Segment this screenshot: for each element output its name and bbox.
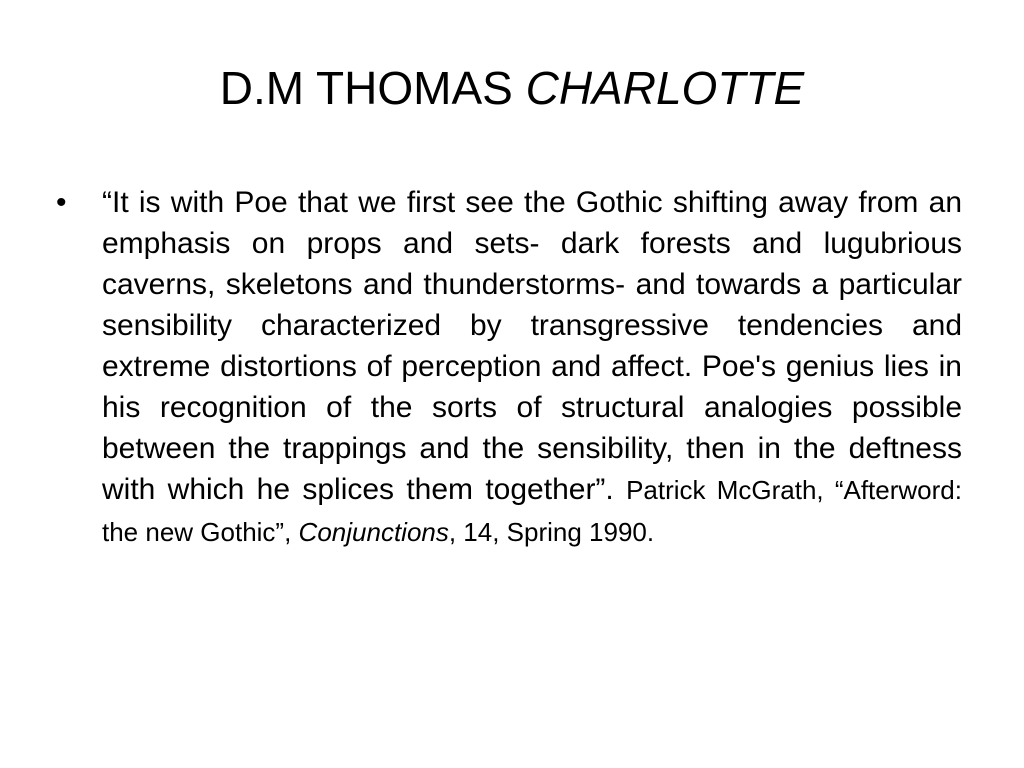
bullet-marker: • [56, 186, 67, 219]
quote-text: “It is with Poe that we first see the Gothic shifting away from an emphasis on props and sets- dark forests and lugubrious caverns, skeletons and thunderstorms- and towards a particular sensibility characterized by transgressive tendencies and extreme distortions of perception and affect. Poe's genius lies in his recognition of the sorts of structural analogies possible between the trappings and the sensibility, then in the deftness with which he splices them together”. [102, 186, 962, 506]
bullet-text [102, 182, 962, 553]
title-work: CHARLOTTE [525, 62, 805, 114]
citation-journal: Conjunctions [298, 517, 449, 547]
citation-author: Patrick McGrath, “Afterword: the new Gothic”, [102, 475, 962, 547]
title-author: D.M THOMAS [219, 62, 526, 114]
slide-title [60, 62, 964, 115]
citation-rest: , 14, Spring 1990. [448, 517, 655, 547]
